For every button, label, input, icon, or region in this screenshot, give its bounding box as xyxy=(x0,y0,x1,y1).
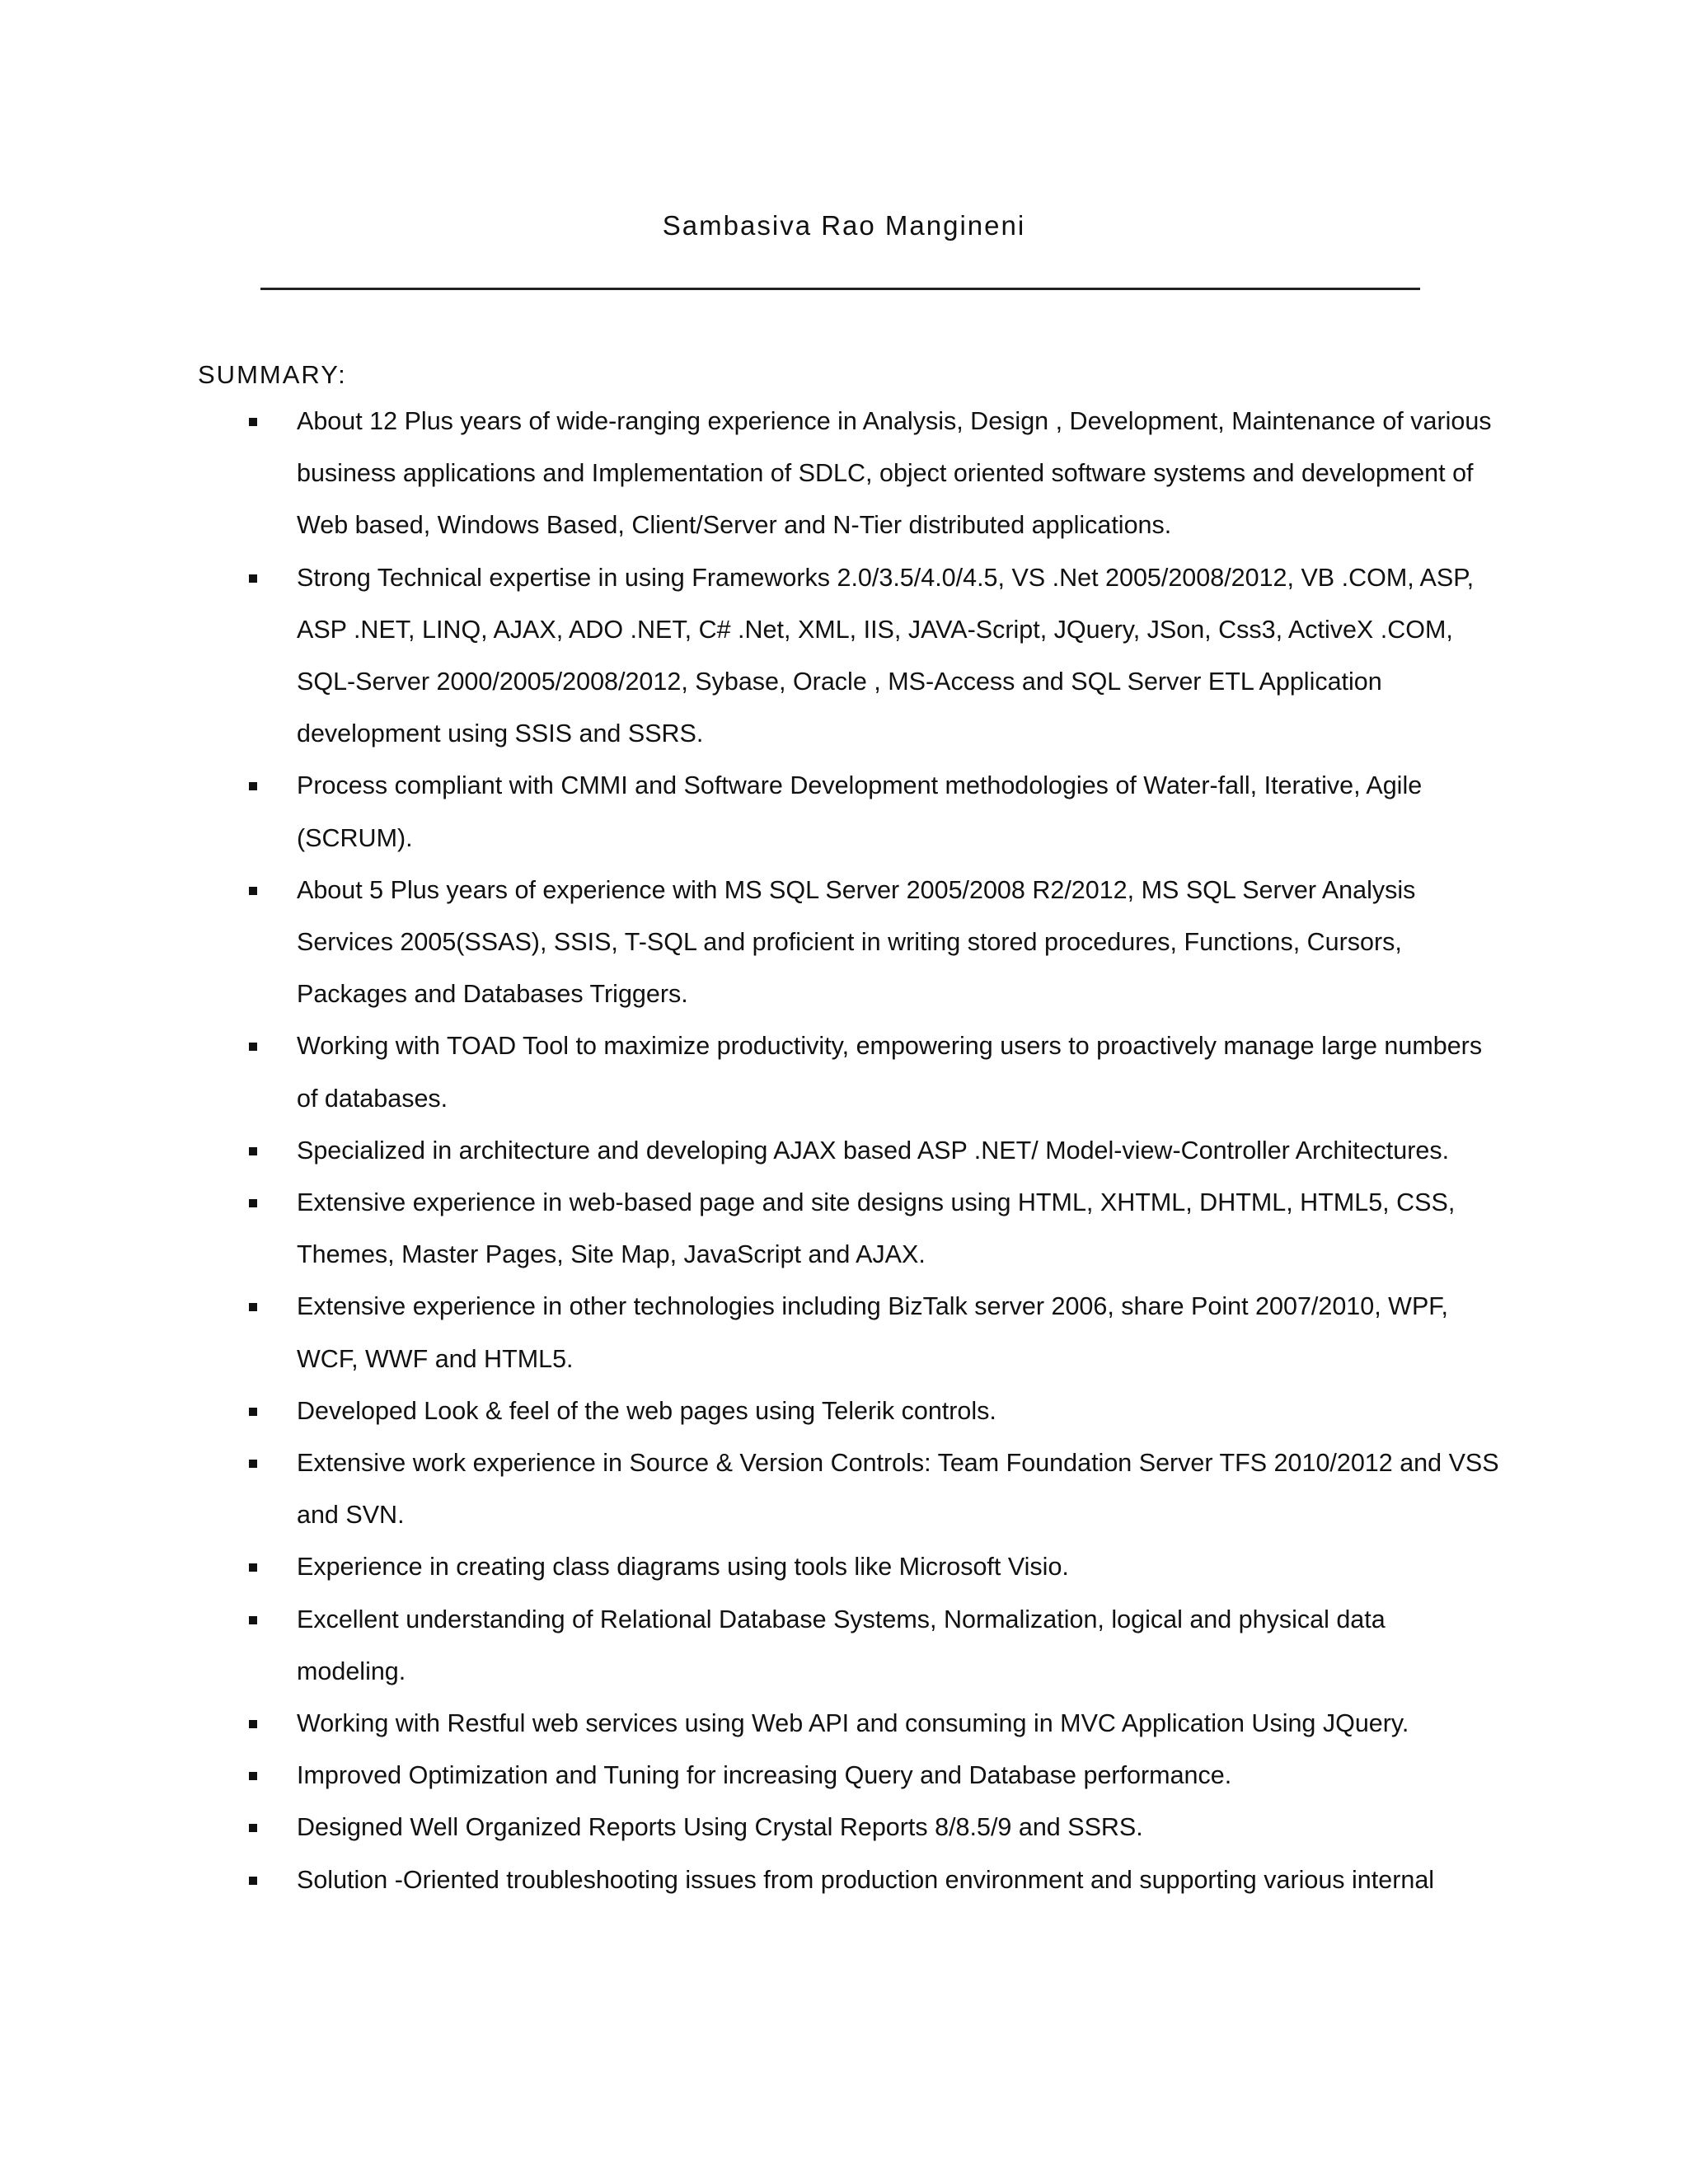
square-bullet-icon xyxy=(249,1824,257,1832)
summary-item xyxy=(247,1177,1500,1281)
summary-item xyxy=(247,1020,1500,1124)
summary-heading: SUMMARY: xyxy=(198,360,347,389)
summary-item-text: Specialized in architecture and developing AJAX based ASP .NET/ Model-view-Controller Architectures. xyxy=(297,1136,1450,1165)
summary-item-text: Extensive experience in web-based page and site designs using HTML, XHTML, DHTML, HTML5, CSS, Themes, Master Pages, Site Map, JavaScript and AJAX. xyxy=(297,1188,1456,1269)
summary-item-text: Designed Well Organized Reports Using Crystal Reports 8/8.5/9 and SSRS. xyxy=(297,1813,1143,1842)
summary-item-text: Strong Technical expertise in using Frameworks 2.0/3.5/4.0/4.5, VS .Net 2005/2008/2012, VB .COM, ASP, ASP .NET, LINQ, AJAX, ADO .NET, C# .Net, XML, IIS, JAVA-Script, JQuery, JSon, Css3, ActiveX .COM, SQL-Server 2000/2005/2008/2012, Sybase, Oracle , MS-Access and SQL Server ETL Application development using SSIS and SSRS. xyxy=(297,563,1475,748)
summary-item xyxy=(247,1802,1500,1854)
summary-item-text: Extensive experience in other technologies including BizTalk server 2006, share Point 2007/2010, WPF, WCF, WWF and HTML5. xyxy=(297,1292,1449,1373)
header-divider xyxy=(260,288,1420,290)
square-bullet-icon xyxy=(249,418,257,426)
square-bullet-icon xyxy=(249,574,257,583)
summary-item-text: Working with TOAD Tool to maximize productivity, empowering users to proactively manage large numbers of databases. xyxy=(297,1032,1483,1113)
summary-item-text: About 12 Plus years of wide-ranging experience in Analysis, Design , Development, Maintenance of various business applications and Implementation of SDLC, object oriented software systems and development of Web based, Windows Based, Client/Server and N-Tier distributed applications. xyxy=(297,407,1492,540)
summary-item xyxy=(247,1594,1500,1698)
summary-list xyxy=(247,396,1500,1906)
summary-item xyxy=(247,1125,1500,1177)
square-bullet-icon xyxy=(249,1408,257,1416)
summary-item xyxy=(247,1385,1500,1437)
summary-item-text: Working with Restful web services using Web API and consuming in MVC Application Using JQuery. xyxy=(297,1709,1409,1738)
summary-item xyxy=(247,865,1500,1021)
summary-item xyxy=(247,1698,1500,1750)
summary-item-text: Experience in creating class diagrams using tools like Microsoft Visio. xyxy=(297,1553,1069,1582)
square-bullet-icon xyxy=(249,1720,257,1728)
summary-item-text: Solution -Oriented troubleshooting issues from production environment and supporting various internal xyxy=(297,1865,1435,1894)
summary-item-text: Developed Look & feel of the web pages using Telerik controls. xyxy=(297,1396,996,1425)
summary-item xyxy=(247,1281,1500,1385)
summary-item xyxy=(247,552,1500,761)
square-bullet-icon xyxy=(249,1772,257,1780)
summary-item xyxy=(247,760,1500,864)
summary-item-text: Extensive work experience in Source & Version Controls: Team Foundation Server TFS 2010/2012 and VSS and SVN. xyxy=(297,1449,1499,1530)
summary-item xyxy=(247,1437,1500,1541)
summary-item-text: Process compliant with CMMI and Software Development methodologies of Water-fall, Iterative, Agile (SCRUM). xyxy=(297,771,1423,852)
summary-item xyxy=(247,396,1500,552)
square-bullet-icon xyxy=(249,1043,257,1051)
summary-item-text: About 5 Plus years of experience with MS SQL Server 2005/2008 R2/2012, MS SQL Server Analysis Services 2005(SSAS), SSIS, T-SQL and proficient in writing stored procedures, Functions, Cursors, Packages and Databases Triggers. xyxy=(297,875,1416,1009)
square-bullet-icon xyxy=(249,1563,257,1572)
square-bullet-icon xyxy=(249,1460,257,1468)
square-bullet-icon xyxy=(249,1147,257,1155)
summary-item-text: Excellent understanding of Relational Database Systems, Normalization, logical and physical data modeling. xyxy=(297,1605,1386,1685)
square-bullet-icon xyxy=(249,1877,257,1885)
summary-item xyxy=(247,1541,1500,1593)
square-bullet-icon xyxy=(249,782,257,790)
square-bullet-icon xyxy=(249,1303,257,1311)
summary-item-text: Improved Optimization and Tuning for increasing Query and Database performance. xyxy=(297,1761,1232,1790)
summary-item xyxy=(247,1854,1500,1906)
summary-item xyxy=(247,1750,1500,1802)
candidate-name: Sambasiva Rao Mangineni xyxy=(662,210,1026,241)
square-bullet-icon xyxy=(249,1199,257,1207)
square-bullet-icon xyxy=(249,887,257,895)
square-bullet-icon xyxy=(249,1616,257,1624)
